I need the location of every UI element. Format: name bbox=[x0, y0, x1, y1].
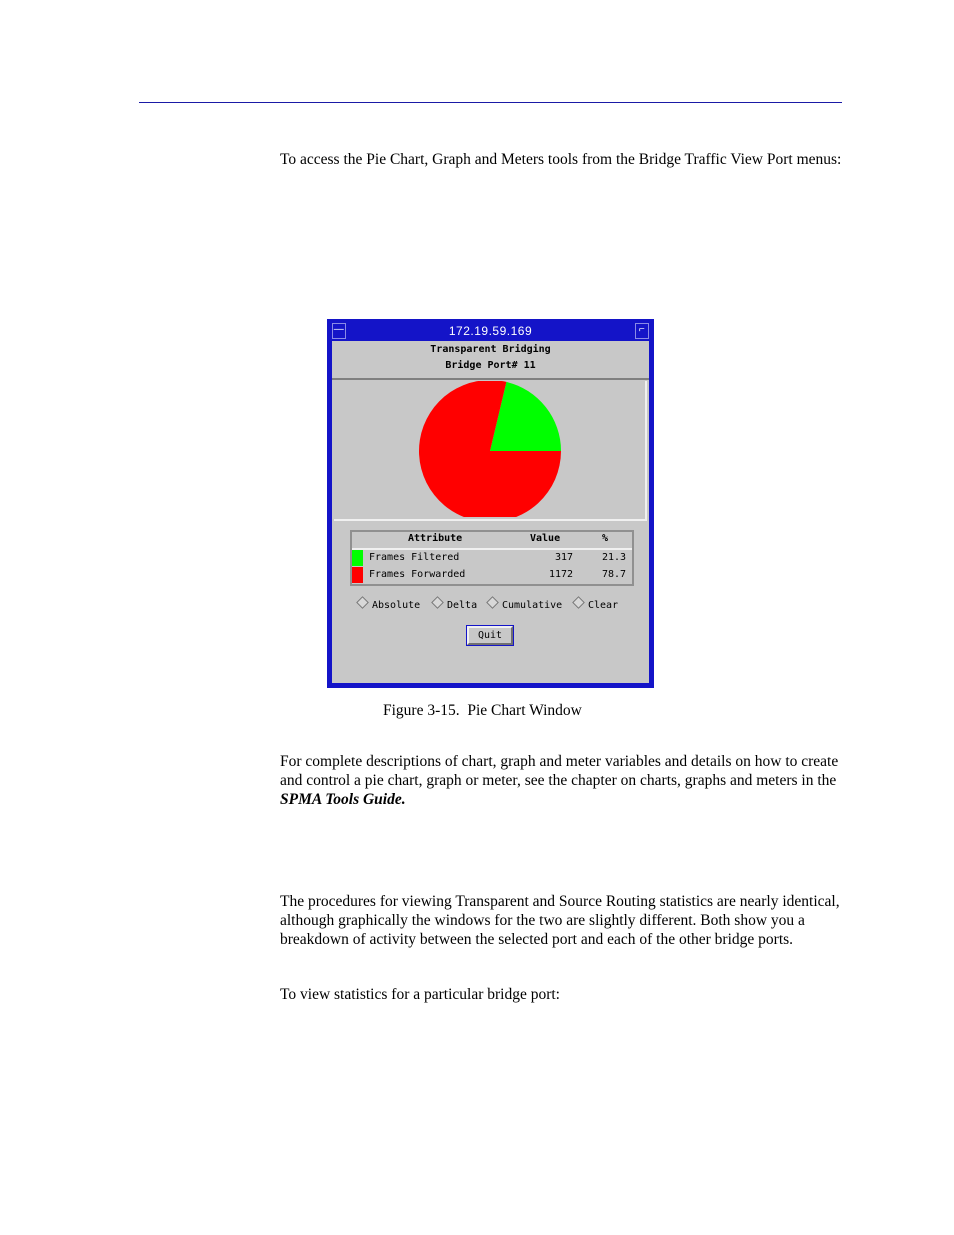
radio-clear[interactable]: Clear bbox=[574, 598, 618, 611]
chart-header-line2: Bridge Port# 11 bbox=[445, 360, 536, 371]
radio-diamond-icon bbox=[572, 596, 585, 609]
row-value: 1172 bbox=[549, 569, 574, 580]
figure-caption: Figure 3-15. Pie Chart Window bbox=[383, 702, 582, 719]
pie-chart-panel bbox=[334, 381, 647, 521]
row-percent: 21.3 bbox=[602, 552, 627, 563]
table-row[interactable] bbox=[352, 567, 632, 584]
table-row[interactable] bbox=[352, 550, 632, 567]
radio-diamond-icon bbox=[486, 596, 499, 609]
description-paragraph bbox=[280, 752, 845, 809]
window-menu-icon[interactable]: — bbox=[332, 323, 346, 339]
intro-paragraph: To access the Pie Chart, Graph and Meters tools from the Bridge Traffic View Port menus: bbox=[280, 151, 842, 168]
row-percent: 78.7 bbox=[602, 569, 627, 580]
pie-chart-window bbox=[327, 319, 654, 688]
window-client bbox=[332, 341, 649, 683]
value-column-header: Value bbox=[530, 533, 561, 544]
description-text: For complete descriptions of chart, graph and meter variables and details on how to create and control a pie chart, graph or meter, see the chapter on charts, graphs and meters in the bbox=[280, 753, 839, 789]
table-header bbox=[352, 532, 632, 550]
window-titlebar[interactable] bbox=[329, 321, 652, 341]
quit-button[interactable]: Quit bbox=[467, 626, 513, 645]
radio-diamond-icon bbox=[431, 596, 444, 609]
attribute-table bbox=[350, 530, 634, 586]
radio-cumulative[interactable]: Cumulative bbox=[488, 598, 562, 611]
pie-chart bbox=[334, 381, 647, 517]
row-attribute: Frames Filtered bbox=[369, 552, 460, 563]
radio-diamond-icon bbox=[356, 596, 369, 609]
header-separator bbox=[332, 378, 649, 380]
row-attribute: Frames Forwarded bbox=[369, 569, 466, 580]
legend-swatch-green bbox=[352, 550, 363, 566]
legend-swatch-red bbox=[352, 567, 363, 583]
radio-absolute[interactable]: Absolute bbox=[358, 598, 420, 611]
window-title: 172.19.59.169 bbox=[448, 324, 533, 338]
radio-delta[interactable]: Delta bbox=[433, 598, 477, 611]
header-rule bbox=[139, 102, 842, 103]
window-maximize-icon[interactable]: ⌐ bbox=[635, 323, 649, 339]
procedures-paragraph: The procedures for viewing Transparent and Source Routing statistics are nearly identical, although graphically the windows for the two are slightly different. Both show you a breakdown of activity between the selected port and each of the other bridge ports. bbox=[280, 893, 840, 948]
attribute-column-header: Attribute bbox=[408, 533, 463, 544]
instruction-paragraph: To view statistics for a particular bridge port: bbox=[280, 986, 560, 1003]
percent-column-header: % bbox=[602, 533, 609, 544]
row-value: 317 bbox=[555, 552, 574, 563]
chart-header-line1: Transparent Bridging bbox=[430, 344, 551, 355]
tools-guide-reference: SPMA Tools Guide. bbox=[280, 791, 406, 808]
